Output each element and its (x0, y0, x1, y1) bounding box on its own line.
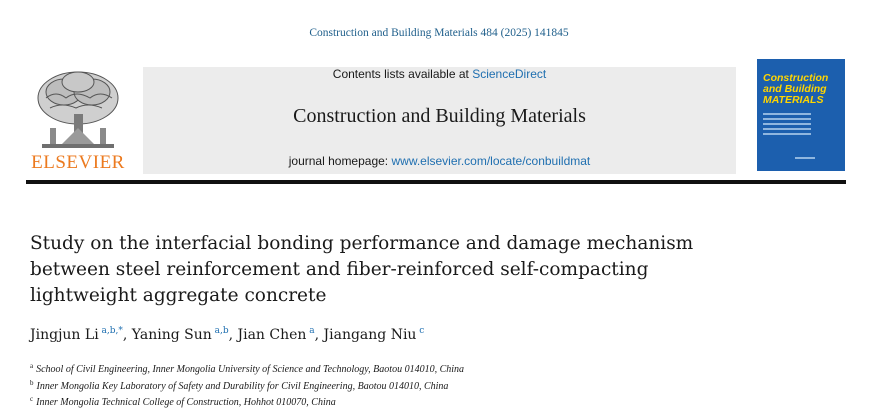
publisher-name: ELSEVIER (31, 152, 125, 173)
affiliation-item (30, 393, 830, 410)
cover-title (763, 73, 843, 106)
article-title (30, 231, 770, 309)
affiliation-text: Inner Mongolia Technical College of Construction, Hohhot 010070, China (36, 397, 336, 408)
cover-title-line: MATERIALS (763, 94, 824, 106)
homepage-prefix: journal homepage: (288, 154, 392, 168)
journal-citation[interactable]: Construction and Building Materials 484 (2025) 141845 (309, 27, 569, 39)
contents-prefix: Contents lists available at (332, 67, 473, 81)
affiliation-list (30, 360, 830, 410)
affiliation-item (30, 377, 830, 394)
cover-title-line: Construction (763, 72, 829, 84)
journal-title: Construction and Building Materials (293, 105, 586, 127)
author-affiliation-marks[interactable]: a,b,* (101, 326, 123, 336)
author-list (30, 326, 830, 343)
sciencedirect-link[interactable]: ScienceDirect (472, 67, 547, 81)
affiliation-mark: a (30, 362, 34, 370)
author-name[interactable]: Jian Chen (237, 327, 307, 343)
homepage-line (143, 154, 736, 168)
cover-decoration (795, 157, 815, 159)
contents-line (143, 67, 736, 81)
author-name[interactable]: Jingjun Li (30, 327, 99, 343)
author-affiliation-marks[interactable]: a,b (214, 326, 229, 336)
author-affiliation-marks[interactable]: c (419, 326, 425, 336)
article-title-line: Study on the interfacial bonding performance and damage mechanism (30, 233, 694, 254)
journal-homepage-link[interactable]: www.elsevier.com/locate/conbuildmat (391, 154, 591, 168)
cover-decoration (763, 113, 811, 138)
author-separator: , (122, 327, 132, 343)
article-title-line: between steel reinforcement and fiber-reinforced self-compacting (30, 259, 649, 280)
affiliation-text: School of Civil Engineering, Inner Mongolia University of Science and Technology, Baotou 014010, China (36, 364, 465, 375)
author-name[interactable]: Jiangang Niu (323, 327, 417, 343)
affiliation-mark: b (30, 378, 34, 387)
journal-banner (143, 67, 736, 174)
header-divider (26, 180, 846, 184)
article-title-line: lightweight aggregate concrete (30, 285, 327, 306)
author-name[interactable]: Yaning Sun (131, 327, 212, 343)
affiliation-text: Inner Mongolia Key Laboratory of Safety and Durability for Civil Engineering, Baotou 014010, China (36, 380, 449, 392)
author-separator: , (228, 327, 238, 343)
author-affiliation-marks[interactable]: a (309, 326, 315, 336)
cover-title-line: and Building (763, 83, 827, 95)
affiliation-mark: c (30, 395, 34, 403)
author-separator: , (314, 327, 324, 343)
affiliation-item (30, 360, 830, 377)
journal-cover-image[interactable] (757, 59, 845, 171)
